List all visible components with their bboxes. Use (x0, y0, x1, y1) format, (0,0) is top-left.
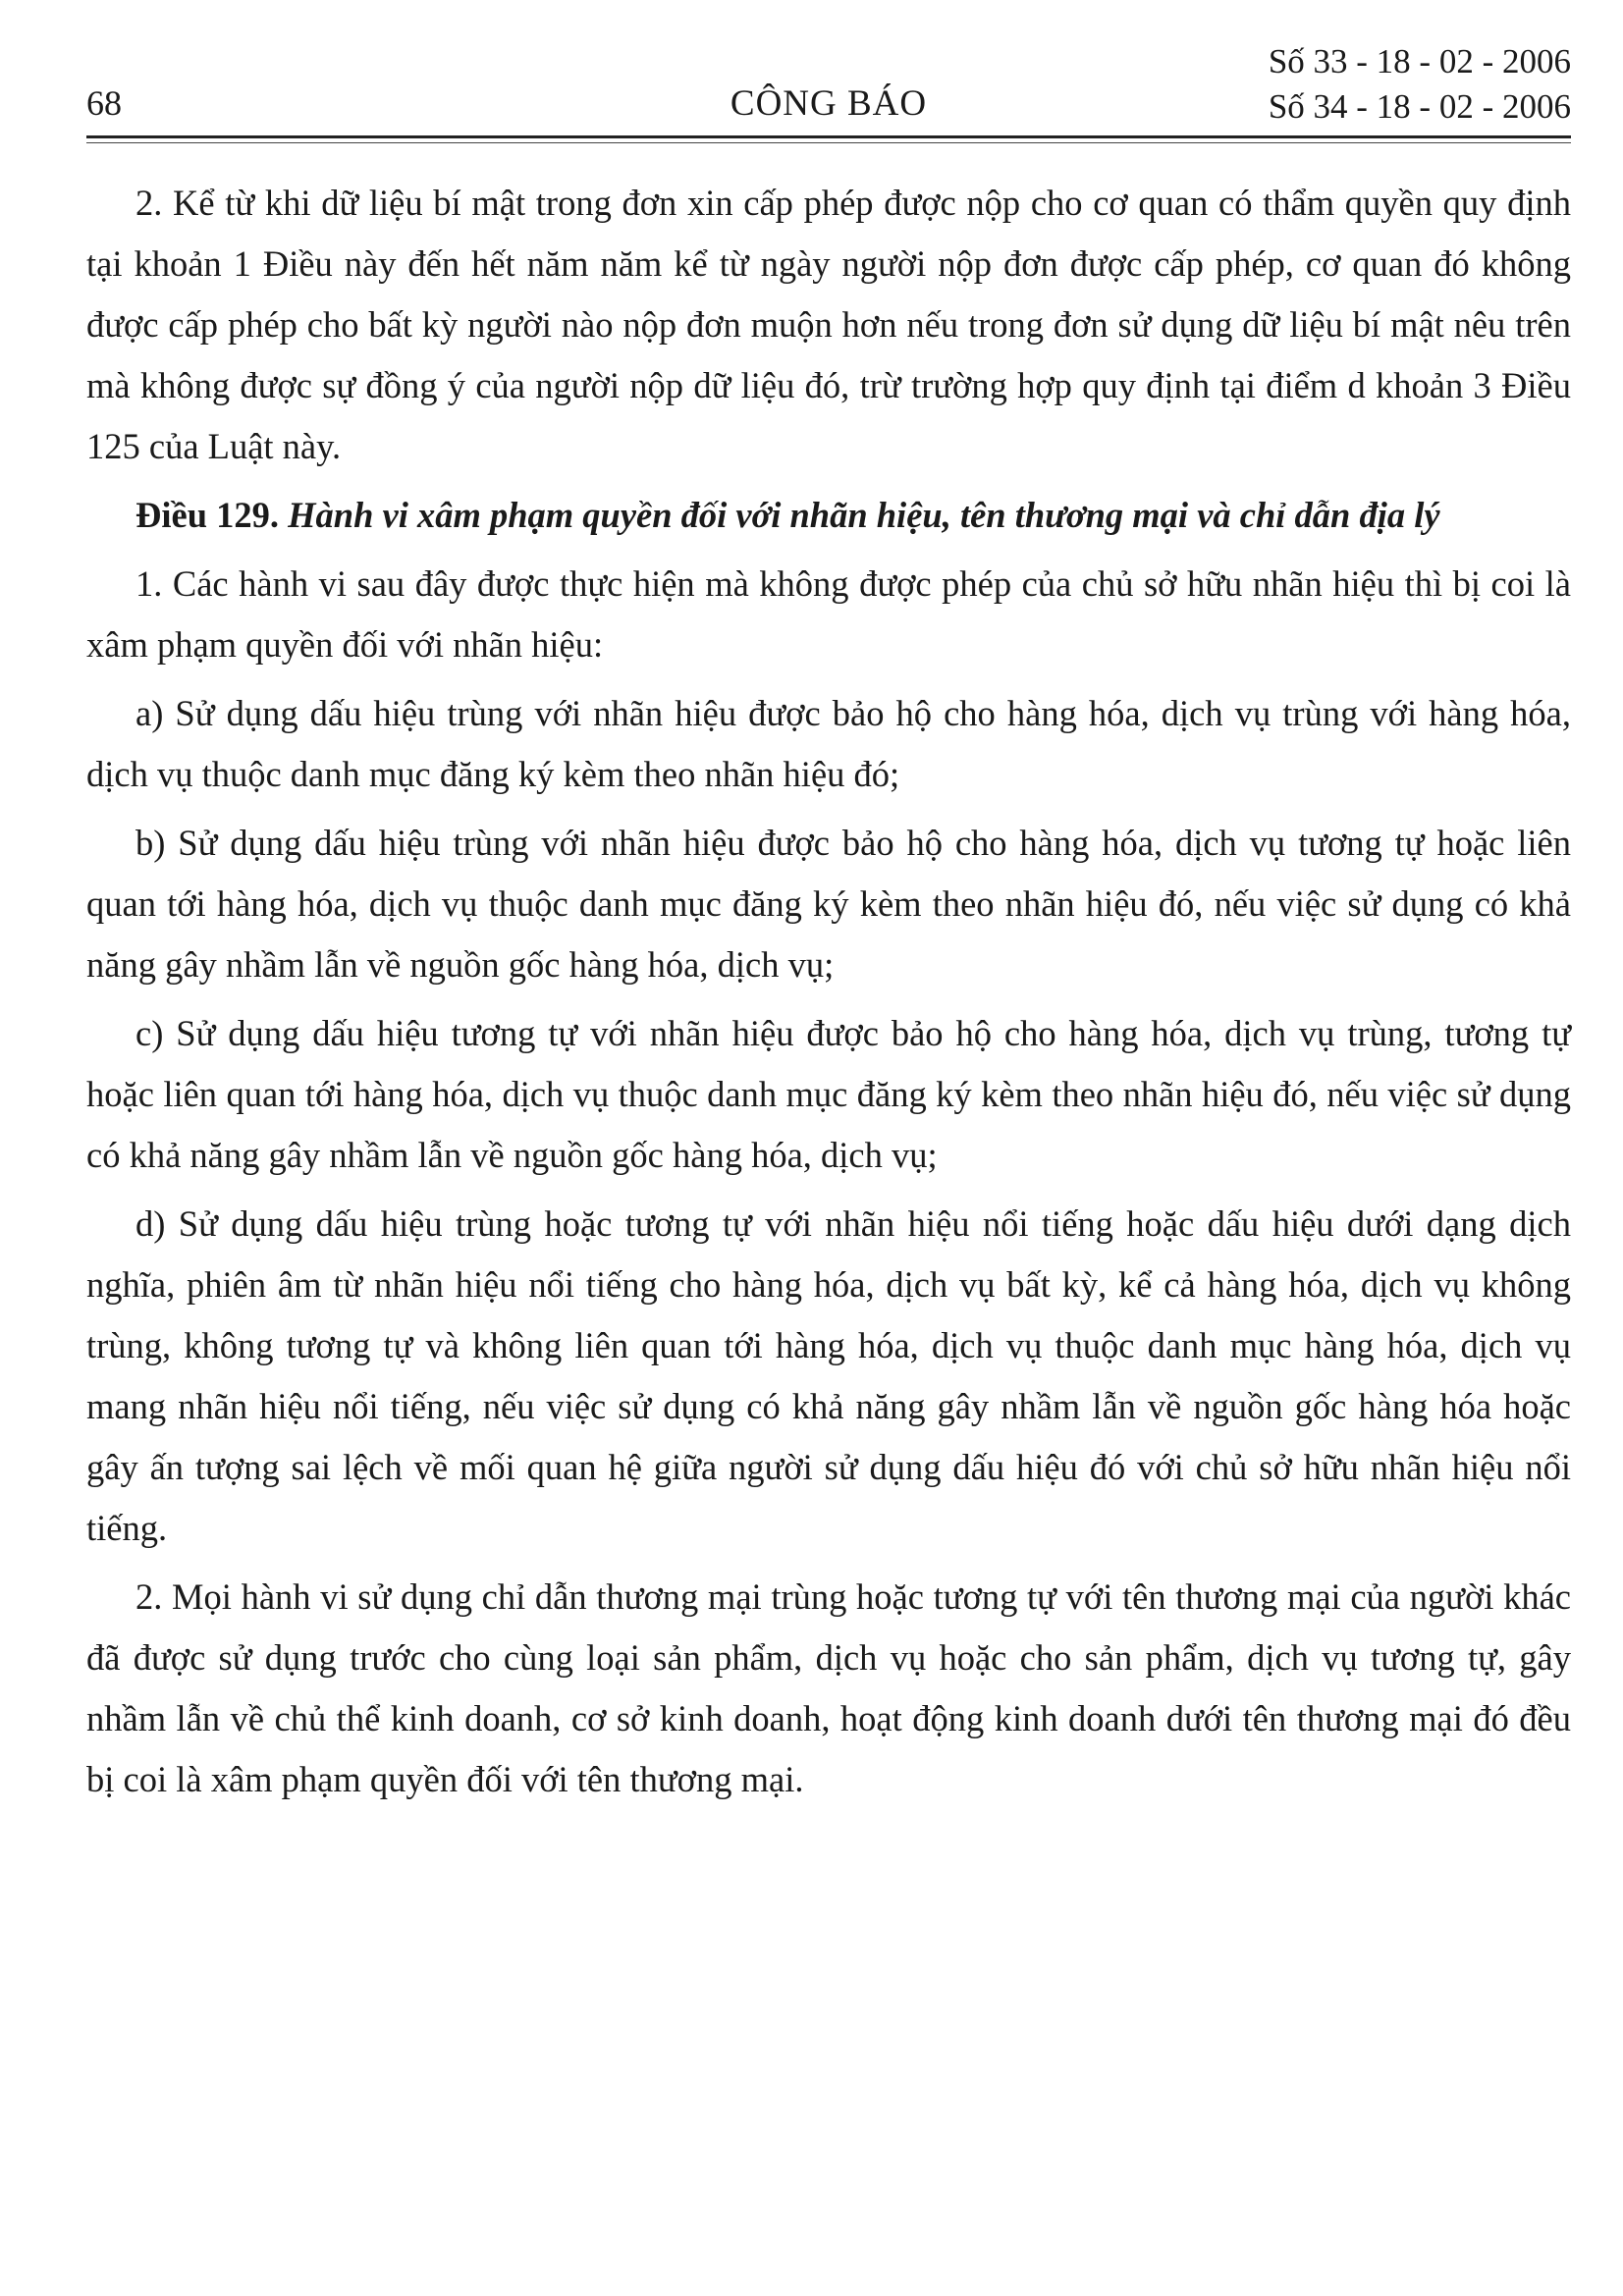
gazette-page (86, 37, 1571, 1799)
point-a: a) Sử dụng dấu hiệu trùng với nhãn hiệu được bảo hộ cho hàng hóa, dịch vụ trùng với hàng hóa, dịch vụ thuộc danh mục đăng ký kèm theo nhãn hiệu đó; (86, 693, 1571, 794)
header-rule-thin (86, 142, 1571, 143)
issue-numbers (1269, 39, 1571, 130)
point-b: b) Sử dụng dấu hiệu trùng với nhãn hiệu được bảo hộ cho hàng hóa, dịch vụ tương tự hoặc liên quan tới hàng hóa, dịch vụ thuộc danh mục đăng ký kèm theo nhãn hiệu đó, nếu việc sử dụng có khả năng gây nhầm lẫn về nguồn gốc hàng hóa, dịch vụ; (86, 823, 1571, 985)
point-c: c) Sử dụng dấu hiệu tương tự với nhãn hiệu được bảo hộ cho hàng hóa, dịch vụ trùng, tương tự hoặc liên quan tới hàng hóa, dịch vụ thuộc danh mục đăng ký kèm theo nhãn hiệu đó, nếu việc sử dụng có khả năng gây nhầm lẫn về nguồn gốc hàng hóa, dịch vụ; (86, 1013, 1571, 1175)
article-title: Hành vi xâm phạm quyền đối với nhãn hiệu, tên thương mại và chỉ dẫn địa lý (288, 495, 1440, 535)
point-d: d) Sử dụng dấu hiệu trùng hoặc tương tự với nhãn hiệu nổi tiếng hoặc dấu hiệu dưới dạng dịch nghĩa, phiên âm từ nhãn hiệu nổi tiếng cho hàng hóa, dịch vụ bất kỳ, kể cả hàng hóa, dịch vụ không trùng, không tương tự và không liên quan tới hàng hóa, dịch vụ thuộc danh mục hàng hóa, dịch vụ mang nhãn hiệu nổi tiếng, nếu việc sử dụng có khả năng gây nhầm lẫn về nguồn gốc hàng hóa hoặc gây ấn tượng sai lệch về mối quan hệ giữa người sử dụng dấu hiệu đó với chủ sở hữu nhãn hiệu nổi tiếng. (86, 1203, 1571, 1548)
paragraph-prev-clause-2: 2. Kể từ khi dữ liệu bí mật trong đơn xin cấp phép được nộp cho cơ quan có thẩm quyền quy định tại khoản 1 Điều này đến hết năm năm kể từ ngày người nộp đơn được cấp phép, cơ quan đó không được cấp phép cho bất kỳ người nào nộp đơn muộn hơn nếu trong đơn sử dụng dữ liệu bí mật nêu trên mà không được sự đồng ý của người nộp dữ liệu đó, trừ trường hợp quy định tại điểm d khoản 3 Điều 125 của Luật này. (86, 183, 1571, 466)
page-number: 68 (86, 83, 122, 123)
article-heading (86, 485, 1571, 546)
clause-2: 2. Mọi hành vi sử dụng chỉ dẫn thương mại trùng hoặc tương tự với tên thương mại của người khác đã được sử dụng trước cho cùng loại sản phẩm, dịch vụ hoặc cho sản phẩm, dịch vụ tương tự, gây nhầm lẫn về chủ thể kinh doanh, cơ sở kinh doanh, hoạt động kinh doanh dưới tên thương mại đó đều bị coi là xâm phạm quyền đối với tên thương mại. (86, 1576, 1571, 1799)
header-rule-thick (86, 135, 1571, 138)
page-header (86, 37, 1571, 135)
clause-1: 1. Các hành vi sau đây được thực hiện mà không được phép của chủ sở hữu nhãn hiệu thì bị coi là xâm phạm quyền đối với nhãn hiệu: (86, 563, 1571, 665)
article-label: Điều 129. (135, 495, 279, 535)
issue-number-1: Số 33 - 18 - 02 - 2006 (1268, 42, 1571, 80)
gazette-title: CÔNG BÁO (730, 83, 928, 124)
issue-number-2: Số 34 - 18 - 02 - 2006 (1268, 87, 1571, 126)
document-body (86, 173, 1571, 1818)
